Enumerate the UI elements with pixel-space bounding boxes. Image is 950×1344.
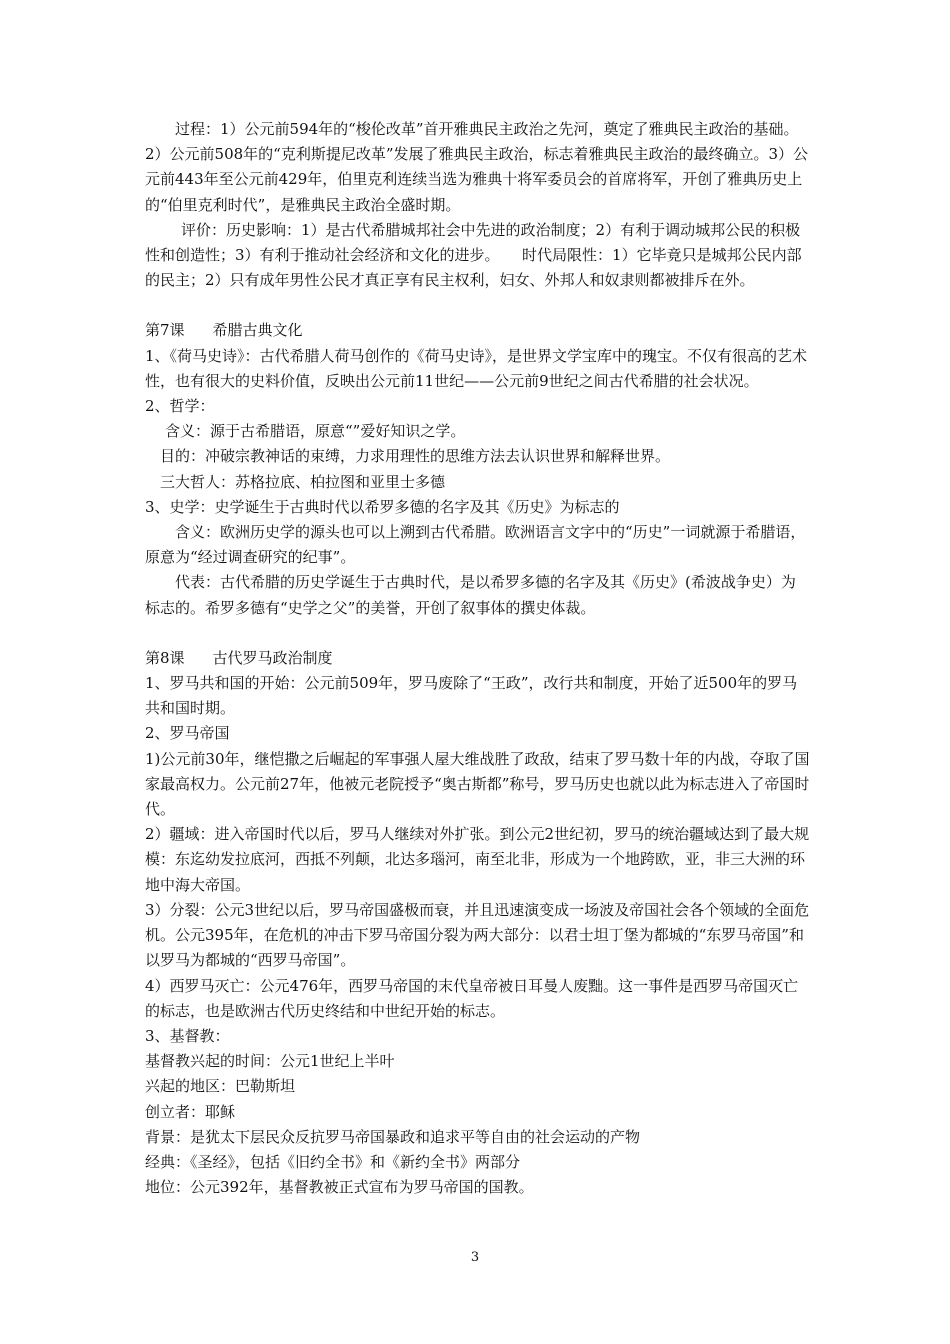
- christianity-item: 3、基督教：: [145, 1026, 230, 1045]
- page-number: 3: [470, 1250, 480, 1265]
- roman-empire-item: 2、罗马帝国: [145, 724, 230, 743]
- western-rome-fall: 4）西罗马灭亡：公元476年，西罗马帝国的末代皇帝被日耳曼人废黜。这一事件是西罗马帝国灭亡的标志，也是欧洲古代历史终结和中世纪开始的标志。: [145, 976, 799, 1020]
- lesson-8-heading: [145, 646, 810, 671]
- section-gap: [145, 293, 810, 318]
- section-gap: [145, 621, 810, 646]
- historiography-meaning: 含义：欧洲历史学的源头也可以上溯到古代希腊。欧洲语言文字中的“历史”一词就源于希腊语，原意为“经过调查研究的纪事”。: [145, 523, 806, 567]
- page-content: [145, 117, 810, 1200]
- lesson-7-heading: [145, 318, 810, 343]
- historiography-representative: 代表：古代希腊的历史学诞生于古典时代，是以希罗多德的名字及其《历史》(希波战争史）为标志的。希罗多德有“史学之父”的美誉，开创了叙事体的撰史体裁。: [145, 573, 796, 617]
- christianity-founder: 创立者：耶稣: [145, 1102, 236, 1121]
- christianity-region: 兴起的地区：巴勒斯坦: [145, 1077, 296, 1096]
- empire-founding: 1)公元前30年，继恺撒之后崛起的军事强人屋大维战胜了政敌，结束了罗马数十年的内战，夺取了国家最高权力。公元前27年，他被元老院授予“奥古斯都”称号，罗马历史也就以此为标志进入了帝国时代。: [145, 749, 810, 819]
- lesson-8-title: 古代罗马政治制度: [212, 648, 333, 667]
- christianity-time: 基督教兴起的时间：公元1世纪上半叶: [145, 1052, 395, 1071]
- three-philosophers: 三大哲人：苏格拉底、柏拉图和亚里士多德: [160, 472, 446, 491]
- lesson-7-number: 第7课: [145, 321, 185, 340]
- empire-territory: 2）疆域：进入帝国时代以后，罗马人继续对外扩张。到公元2世纪初，罗马的统治疆域达到了最大规模：东迄幼发拉底河，西抵不列颠，北达多瑙河，南至北非，形成为一个地跨欧，亚，非三大洲的环地中海大帝国。: [145, 825, 810, 894]
- christianity-background: 背景：是犹太下层民众反抗罗马帝国暴政和追求平等自由的社会运动的产物: [145, 1127, 641, 1146]
- lesson-7-title: 希腊古典文化: [212, 321, 303, 340]
- evaluation-paragraph: 评价：历史影响：1）是古代希腊城邦社会中先进的政治制度；2）有利于调动城邦公民的积极性和创造性；3）有利于推动社会经济和文化的进步。 时代局限性：1）它毕竟只是城邦公民内部的民主；2）只有成年男性公民才真正享有民主权利，妇女、外邦人和奴隶则都被排斥在外。: [145, 220, 802, 290]
- roman-republic-item: 1、罗马共和国的开始：公元前509年，罗马废除了“王政”，改行共和制度，开始了近500年的罗马共和国时期。: [145, 674, 798, 718]
- philosophy-meaning: 含义：源于古希腊语，原意“”爱好知识之学。: [165, 422, 466, 441]
- philosophy-purpose: 目的：冲破宗教神话的束缚，力求用理性的思维方法去认识世界和解释世界。: [160, 447, 671, 466]
- historiography-item: 3、史学：史学诞生于古典时代以希罗多德的名字及其《历史》为标志的: [145, 497, 620, 516]
- philosophy-item: 2、哲学：: [145, 397, 215, 416]
- christianity-classic: 经典：《圣经》，包括《旧约全书》和《新约全书》两部分: [145, 1152, 521, 1171]
- empire-split: 3）分裂：公元3世纪以后，罗马帝国盛极而衰，并且迅速演变成一场波及帝国社会各个领域的全面危机。公元395年，在危机的冲击下罗马帝国分裂为两大部分：以君士坦丁堡为都城的“东罗马帝国”和以罗马为都城的“西罗马帝国”。: [145, 900, 810, 970]
- process-paragraph: 过程：1）公元前594年的“梭伦改革”首开雅典民主政治之先河，奠定了雅典民主政治的基础。2）公元前508年的“克利斯提尼改革”发展了雅典民主政治，标志着雅典民主政治的最终确立。3）公元前443年至公元前429年，伯里克利连续当选为雅典十将军委员会的首席将军，开创了雅典历史上的“伯里克利时代”，是雅典民主政治全盛时期。: [145, 120, 809, 214]
- christianity-status: 地位：公元392年，基督教被正式宣布为罗马帝国的国教。: [145, 1178, 534, 1197]
- lesson-8-number: 第8课: [145, 648, 185, 667]
- homer-epic-item: 1、《荷马史诗》：古代希腊人荷马创作的《荷马史诗》，是世界文学宝库中的瑰宝。不仅有很高的艺术性，也有很大的史料价值，反映出公元前11世纪——公元前9世纪之间古代希腊的社会状况。: [145, 346, 808, 390]
